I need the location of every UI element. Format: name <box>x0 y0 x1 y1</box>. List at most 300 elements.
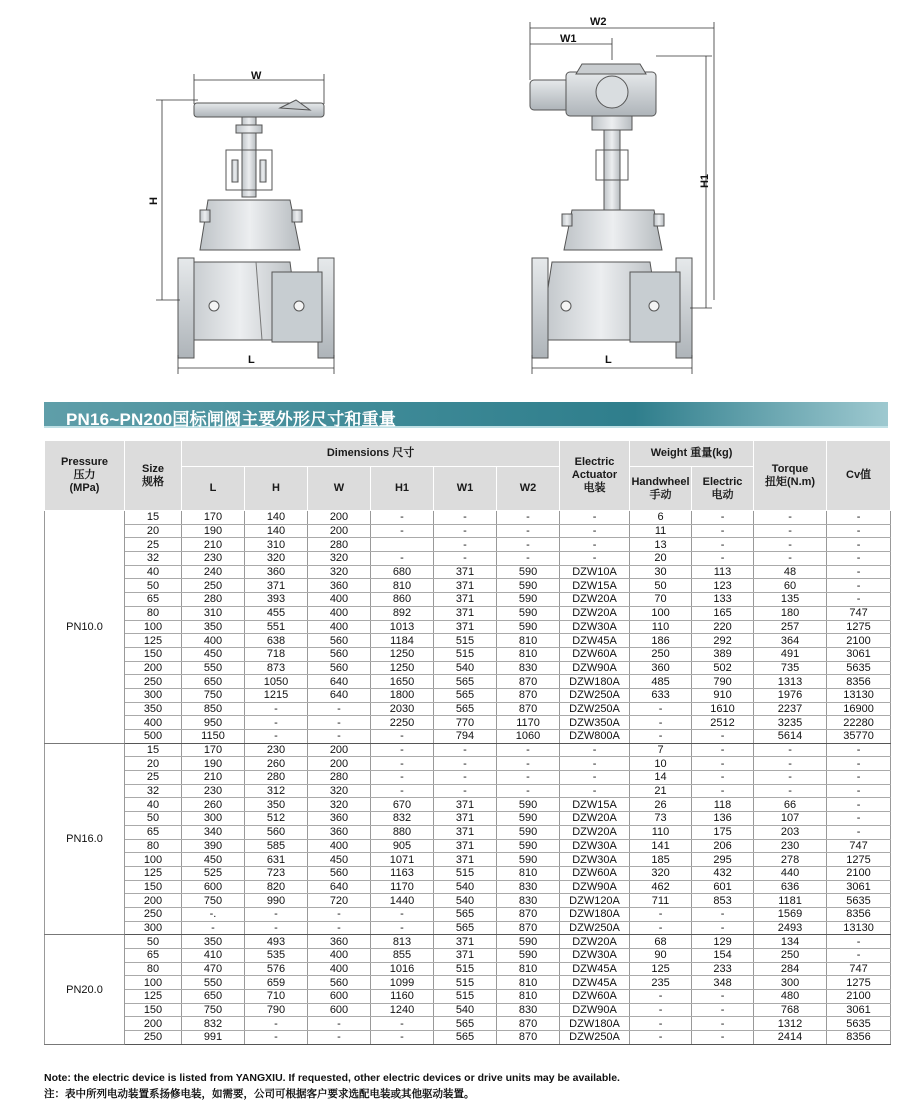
table-cell: 525 <box>182 866 245 880</box>
table-cell: 515 <box>434 976 497 990</box>
table-cell: - <box>692 524 754 538</box>
table-cell: 8356 <box>827 1031 891 1045</box>
table-cell: 250 <box>182 579 245 593</box>
table-cell: 50 <box>125 812 182 826</box>
table-cell: 320 <box>308 565 371 579</box>
table-cell: 125 <box>125 634 182 648</box>
dim-label-l-left: L <box>248 354 255 366</box>
table-cell: 348 <box>692 976 754 990</box>
table-cell: - <box>827 538 891 552</box>
table-cell: - <box>827 812 891 826</box>
table-cell: 512 <box>245 812 308 826</box>
table-cell: - <box>245 1017 308 1031</box>
table-cell: 393 <box>245 593 308 607</box>
table-cell: 810 <box>371 579 434 593</box>
table-cell: 410 <box>182 949 245 963</box>
table-cell: - <box>692 511 754 525</box>
table-cell: 371 <box>434 839 497 853</box>
table-cell: - <box>434 552 497 566</box>
table-cell: - <box>434 771 497 785</box>
table-cell: - <box>692 757 754 771</box>
section-title-bar <box>44 402 888 428</box>
table-cell: - <box>308 730 371 744</box>
table-cell: 723 <box>245 866 308 880</box>
table-cell: - <box>371 784 434 798</box>
table-cell: 905 <box>371 839 434 853</box>
table-cell: 480 <box>754 990 827 1004</box>
table-cell: - <box>754 511 827 525</box>
table-cell: 810 <box>497 634 560 648</box>
table-cell: 550 <box>182 976 245 990</box>
table-cell: 200 <box>308 524 371 538</box>
table-cell: - <box>692 538 754 552</box>
table-cell: 8356 <box>827 675 891 689</box>
header-handwheel-cn: 手动 <box>649 488 672 501</box>
table-cell: 711 <box>630 894 692 908</box>
header-weight: Weight 重量(kg) <box>630 441 754 467</box>
table-cell: 870 <box>497 688 560 702</box>
table-cell: 230 <box>182 784 245 798</box>
table-cell: - <box>754 784 827 798</box>
table-cell: - <box>754 538 827 552</box>
table-cell: 371 <box>434 853 497 867</box>
table-cell: 233 <box>692 962 754 976</box>
table-cell: DZW180A <box>560 907 630 921</box>
dim-label-w2: W2 <box>590 16 607 28</box>
table-cell: 11 <box>630 524 692 538</box>
table-cell: 5635 <box>827 661 891 675</box>
table-cell: - <box>371 524 434 538</box>
table-cell: 206 <box>692 839 754 853</box>
table-row <box>45 962 891 976</box>
table-cell: 590 <box>497 935 560 949</box>
table-cell: 21 <box>630 784 692 798</box>
table-cell: 870 <box>497 907 560 921</box>
table-cell: 16900 <box>827 702 891 716</box>
table-row <box>45 976 891 990</box>
header-handwheel-en: Handwheel <box>631 475 690 488</box>
table-cell: DZW60A <box>560 990 630 1004</box>
pressure-group-cell: PN20.0 <box>45 935 125 1045</box>
table-cell: 113 <box>692 565 754 579</box>
table-cell: 820 <box>245 880 308 894</box>
table-cell: DZW90A <box>560 661 630 675</box>
table-cell: DZW20A <box>560 606 630 620</box>
header-pressure-en: Pressure <box>60 456 109 468</box>
table-cell: 15 <box>125 511 182 525</box>
table-cell: 747 <box>827 962 891 976</box>
table-cell: 2512 <box>692 716 754 730</box>
table-cell: 134 <box>754 935 827 949</box>
table-row <box>45 921 891 935</box>
table-cell: 770 <box>434 716 497 730</box>
table-cell: 260 <box>245 757 308 771</box>
table-cell: 432 <box>692 866 754 880</box>
header-dim-l: L <box>182 467 245 511</box>
table-cell: 107 <box>754 812 827 826</box>
table-cell: 2100 <box>827 866 891 880</box>
table-cell: - <box>434 511 497 525</box>
table-cell: DZW180A <box>560 1017 630 1031</box>
table-cell: 1016 <box>371 962 434 976</box>
table-cell: 320 <box>308 798 371 812</box>
header-torque <box>754 441 827 511</box>
table-row <box>45 894 891 908</box>
pressure-group-cell: PN10.0 <box>45 511 125 744</box>
table-cell: 565 <box>434 1031 497 1045</box>
table-cell: 440 <box>754 866 827 880</box>
table-cell: 186 <box>630 634 692 648</box>
table-cell: 8356 <box>827 907 891 921</box>
table-cell: - <box>827 743 891 757</box>
table-cell: 5635 <box>827 1017 891 1031</box>
table-cell: 515 <box>434 962 497 976</box>
table-cell: 292 <box>692 634 754 648</box>
table-cell: 80 <box>125 962 182 976</box>
table-cell: - <box>497 511 560 525</box>
table-cell: 850 <box>182 702 245 716</box>
table-cell: 810 <box>497 976 560 990</box>
table-cell: 794 <box>434 730 497 744</box>
table-cell: 560 <box>308 866 371 880</box>
table-cell: 280 <box>245 771 308 785</box>
table-cell: - <box>308 702 371 716</box>
table-cell: 371 <box>434 825 497 839</box>
table-cell: 80 <box>125 606 182 620</box>
table-cell: 2250 <box>371 716 434 730</box>
table-cell: 170 <box>182 511 245 525</box>
table-cell: 80 <box>125 839 182 853</box>
table-cell: 400 <box>308 606 371 620</box>
valve-drawings <box>0 0 920 392</box>
table-cell: - <box>371 757 434 771</box>
table-cell: 1013 <box>371 620 434 634</box>
table-cell: 400 <box>308 962 371 976</box>
table-cell: 400 <box>308 620 371 634</box>
table-cell: - <box>692 730 754 744</box>
table-cell: 670 <box>371 798 434 812</box>
table-row <box>45 702 891 716</box>
header-dim-h1: H1 <box>371 467 434 511</box>
table-cell: - <box>827 552 891 566</box>
table-cell: 13130 <box>827 921 891 935</box>
table-cell: - <box>371 1017 434 1031</box>
table-cell: 230 <box>182 552 245 566</box>
table-cell: 110 <box>630 825 692 839</box>
table-row <box>45 866 891 880</box>
table-cell: 1250 <box>371 647 434 661</box>
table-cell: - <box>827 757 891 771</box>
table-cell: DZW120A <box>560 894 630 908</box>
table-cell: - <box>245 702 308 716</box>
table-cell: 502 <box>692 661 754 675</box>
table-cell: 1250 <box>371 661 434 675</box>
table-cell: 590 <box>497 839 560 853</box>
header-actuator <box>560 441 630 511</box>
table-cell: 260 <box>182 798 245 812</box>
table-cell: 493 <box>245 935 308 949</box>
table-cell: 230 <box>754 839 827 853</box>
dim-label-w: W <box>251 70 262 82</box>
table-cell: 118 <box>692 798 754 812</box>
table-row <box>45 634 891 648</box>
table-cell: 540 <box>434 894 497 908</box>
table-cell: - <box>308 1031 371 1045</box>
note-english: Note: the electric device is listed from YANGXIU. If requested, other electric devices or drive units may be available. <box>44 1072 620 1084</box>
table-cell: 280 <box>182 593 245 607</box>
table-cell: 3061 <box>827 880 891 894</box>
table-cell: 1800 <box>371 688 434 702</box>
table-row <box>45 661 891 675</box>
table-cell: - <box>827 784 891 798</box>
table-cell: DZW30A <box>560 839 630 853</box>
table-cell: 2100 <box>827 990 891 1004</box>
table-cell: 1160 <box>371 990 434 1004</box>
table-cell: 590 <box>497 565 560 579</box>
table-cell: 750 <box>182 688 245 702</box>
table-cell: 60 <box>754 579 827 593</box>
table-cell: 66 <box>754 798 827 812</box>
table-cell: 350 <box>182 935 245 949</box>
table-cell: DZW15A <box>560 798 630 812</box>
table-cell: - <box>827 935 891 949</box>
table-cell: 170 <box>182 743 245 757</box>
electric-valve-drawing <box>530 64 692 358</box>
table-cell: 220 <box>692 620 754 634</box>
table-cell: 600 <box>308 990 371 1004</box>
table-cell: 133 <box>692 593 754 607</box>
table-cell: 300 <box>125 921 182 935</box>
table-cell: 73 <box>630 812 692 826</box>
table-cell: 455 <box>245 606 308 620</box>
table-cell: 154 <box>692 949 754 963</box>
table-cell: - <box>560 524 630 538</box>
dim-label-w1: W1 <box>560 33 577 45</box>
table-cell: - <box>692 552 754 566</box>
table-cell: - <box>827 771 891 785</box>
table-cell: - <box>497 524 560 538</box>
header-pressure <box>45 441 125 511</box>
table-cell: - <box>308 921 371 935</box>
table-cell: 1313 <box>754 675 827 689</box>
table-cell: 140 <box>245 511 308 525</box>
table-cell: - <box>245 716 308 730</box>
table-cell: 123 <box>692 579 754 593</box>
table-cell: 400 <box>308 949 371 963</box>
table-cell: - <box>434 524 497 538</box>
table-cell: 360 <box>308 579 371 593</box>
table-cell: 280 <box>308 538 371 552</box>
table-cell: - <box>692 921 754 935</box>
header-actuator-l2: Actuator <box>571 469 618 481</box>
handwheel-valve-drawing <box>178 100 334 358</box>
table-row <box>45 647 891 661</box>
table-cell: - <box>754 743 827 757</box>
table-cell: 535 <box>245 949 308 963</box>
table-cell: -. <box>182 907 245 921</box>
table-cell: 659 <box>245 976 308 990</box>
table-cell: 991 <box>182 1031 245 1045</box>
table-cell: 633 <box>630 688 692 702</box>
table-cell: 565 <box>434 921 497 935</box>
table-cell: 853 <box>692 894 754 908</box>
pressure-group-cell: PN16.0 <box>45 743 125 935</box>
table-cell: 590 <box>497 812 560 826</box>
table-cell: 100 <box>125 853 182 867</box>
table-cell: 68 <box>630 935 692 949</box>
table-cell: 360 <box>308 935 371 949</box>
table-cell: 870 <box>497 1031 560 1045</box>
table-cell: 210 <box>182 538 245 552</box>
table-cell: 32 <box>125 784 182 798</box>
table-cell: 1650 <box>371 675 434 689</box>
table-cell: - <box>497 771 560 785</box>
table-cell: 2030 <box>371 702 434 716</box>
table-cell: - <box>245 1031 308 1045</box>
table-cell: - <box>434 784 497 798</box>
table-cell: 830 <box>497 880 560 894</box>
table-cell: - <box>754 552 827 566</box>
table-cell: 870 <box>497 675 560 689</box>
table-row <box>45 853 891 867</box>
table-cell: - <box>630 990 692 1004</box>
table-cell: - <box>434 538 497 552</box>
table-cell: 150 <box>125 880 182 894</box>
header-dim-w2: W2 <box>497 467 560 511</box>
table-cell: 950 <box>182 716 245 730</box>
table-cell: 125 <box>125 866 182 880</box>
table-cell: - <box>827 949 891 963</box>
header-handwheel <box>630 467 692 511</box>
table-cell: 22280 <box>827 716 891 730</box>
spec-table <box>44 440 891 1045</box>
table-cell: DZW30A <box>560 853 630 867</box>
table-cell: 203 <box>754 825 827 839</box>
table-cell: - <box>754 771 827 785</box>
table-cell: - <box>827 798 891 812</box>
table-cell: 235 <box>630 976 692 990</box>
table-cell: - <box>371 771 434 785</box>
table-cell: 340 <box>182 825 245 839</box>
header-dim-w1: W1 <box>434 467 497 511</box>
table-cell: 560 <box>308 647 371 661</box>
table-cell: 250 <box>125 907 182 921</box>
table-cell: 364 <box>754 634 827 648</box>
table-cell: 565 <box>434 688 497 702</box>
table-cell: 20 <box>630 552 692 566</box>
table-row <box>45 538 891 552</box>
table-cell: 32 <box>125 552 182 566</box>
table-cell: 590 <box>497 606 560 620</box>
table-cell: 873 <box>245 661 308 675</box>
table-cell: 15 <box>125 743 182 757</box>
table-row <box>45 784 891 798</box>
footnotes <box>44 1070 904 1100</box>
table-cell: 601 <box>692 880 754 894</box>
table-cell: 200 <box>125 894 182 908</box>
table-cell: 20 <box>125 524 182 538</box>
header-actuator-l1: Electric <box>574 456 615 468</box>
table-cell: 540 <box>434 661 497 675</box>
table-cell: 1610 <box>692 702 754 716</box>
table-cell: 300 <box>125 688 182 702</box>
table-cell: DZW800A <box>560 730 630 744</box>
table-cell: 540 <box>434 880 497 894</box>
table-cell: 371 <box>434 949 497 963</box>
table-cell: 810 <box>497 990 560 1004</box>
table-cell: 400 <box>182 634 245 648</box>
table-cell: - <box>754 524 827 538</box>
table-cell: 250 <box>125 675 182 689</box>
table-cell: 3235 <box>754 716 827 730</box>
table-row <box>45 579 891 593</box>
table-cell: 371 <box>245 579 308 593</box>
table-cell: 1184 <box>371 634 434 648</box>
table-cell: 360 <box>308 825 371 839</box>
table-cell: 590 <box>497 620 560 634</box>
table-cell: 1050 <box>245 675 308 689</box>
table-cell: 300 <box>754 976 827 990</box>
table-cell: 110 <box>630 620 692 634</box>
table-cell: 1215 <box>245 688 308 702</box>
table-cell: - <box>630 1003 692 1017</box>
table-cell: 371 <box>434 579 497 593</box>
table-cell: 250 <box>754 949 827 963</box>
table-cell: - <box>497 757 560 771</box>
table-cell: 747 <box>827 606 891 620</box>
table-cell: 832 <box>371 812 434 826</box>
table-row <box>45 949 891 963</box>
table-cell: - <box>630 1031 692 1045</box>
table-cell: 371 <box>434 593 497 607</box>
table-cell: 855 <box>371 949 434 963</box>
table-cell: 515 <box>434 647 497 661</box>
table-cell: - <box>434 743 497 757</box>
table-cell: 90 <box>630 949 692 963</box>
table-cell: - <box>827 825 891 839</box>
table-cell: 880 <box>371 825 434 839</box>
table-row <box>45 620 891 634</box>
table-cell: 810 <box>497 866 560 880</box>
table-cell: 810 <box>497 962 560 976</box>
table-cell: 136 <box>692 812 754 826</box>
valve-drawings-svg <box>0 0 920 392</box>
table-cell: 470 <box>182 962 245 976</box>
table-cell: - <box>560 511 630 525</box>
table-cell: - <box>371 1031 434 1045</box>
table-cell: 1275 <box>827 853 891 867</box>
table-cell: - <box>371 552 434 566</box>
header-cv: Cv值 <box>827 441 891 511</box>
table-cell: DZW15A <box>560 579 630 593</box>
table-cell: 7 <box>630 743 692 757</box>
table-cell: 650 <box>182 675 245 689</box>
table-cell: 129 <box>692 935 754 949</box>
table-cell: - <box>630 907 692 921</box>
table-cell: 200 <box>308 511 371 525</box>
table-cell: 832 <box>182 1017 245 1031</box>
table-cell: 310 <box>182 606 245 620</box>
table-row <box>45 730 891 744</box>
table-cell: 26 <box>630 798 692 812</box>
table-cell: 870 <box>497 1017 560 1031</box>
table-cell: 450 <box>182 853 245 867</box>
table-cell: DZW250A <box>560 688 630 702</box>
table-cell: 485 <box>630 675 692 689</box>
table-cell: - <box>692 1017 754 1031</box>
table-cell: 400 <box>308 593 371 607</box>
table-cell: 300 <box>182 812 245 826</box>
